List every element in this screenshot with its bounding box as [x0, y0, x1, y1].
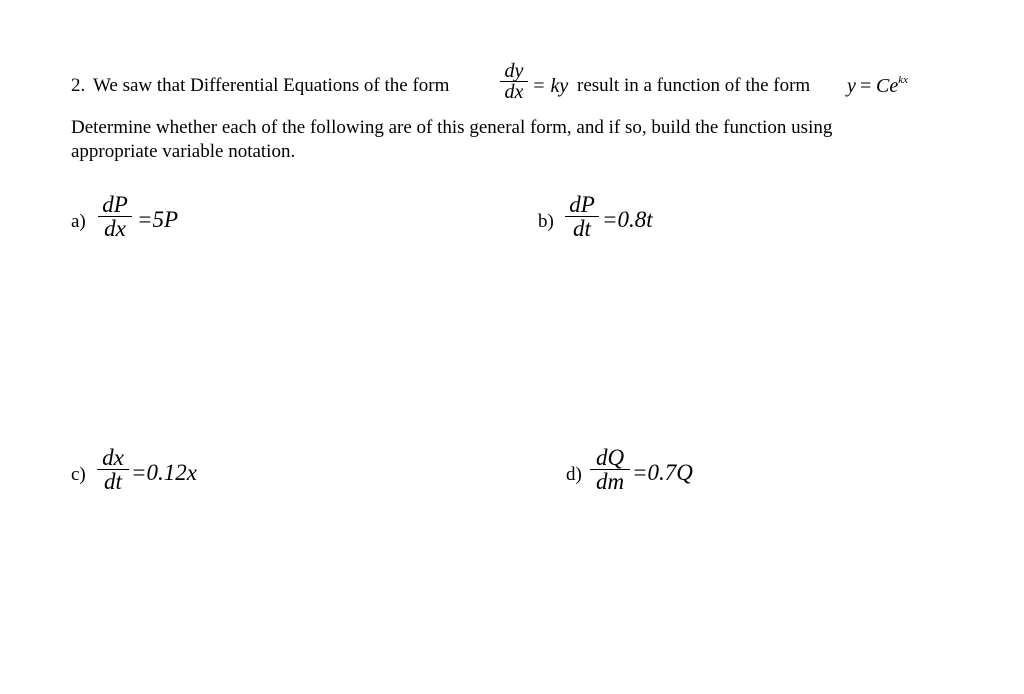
form-fraction [500, 61, 528, 102]
part-a-denominator: dx [104, 216, 126, 241]
part-c-numerator: dx [102, 445, 124, 470]
part-b-rhs: =0.8t [602, 207, 653, 232]
part-d-rhs: =0.7Q [632, 460, 693, 485]
question-middle-text: result in a function of the form [577, 75, 811, 96]
part-d-fraction [590, 446, 630, 493]
question-number: 2. [71, 75, 86, 96]
part-d-numerator: dQ [595, 445, 625, 470]
part-c-rhs: =0.12x [131, 460, 197, 485]
part-a-fraction [98, 193, 132, 240]
part-d-label: d) [566, 464, 582, 485]
question-intro-text: We saw that Differential Equations of the form [93, 75, 450, 96]
part-c-fraction [97, 446, 129, 493]
instruction-line-1: Determine whether each of the following are of this general form, and if so, build the function using [71, 117, 833, 138]
part-c-denominator: dt [104, 469, 122, 494]
part-b-fraction [565, 193, 599, 240]
form-denominator: dx [504, 81, 524, 103]
part-c-label: c) [71, 464, 86, 485]
result-exponent: kx [898, 74, 908, 86]
part-a-numerator: dP [102, 192, 128, 217]
form-rhs: = ky [532, 75, 569, 97]
result-equation [876, 75, 908, 98]
part-b-numerator: dP [569, 192, 595, 217]
form-numerator: dy [504, 60, 524, 82]
result-lhs: y [847, 75, 856, 97]
part-d-denominator: dm [595, 469, 625, 494]
part-a-rhs: =5P [137, 207, 179, 232]
part-b-denominator: dt [573, 216, 591, 241]
result-equals: = [860, 75, 872, 97]
part-a-label: a) [71, 211, 86, 232]
result-base: Ce [876, 75, 899, 97]
part-b-label: b) [538, 211, 554, 232]
instruction-line-2: appropriate variable notation. [71, 141, 296, 162]
